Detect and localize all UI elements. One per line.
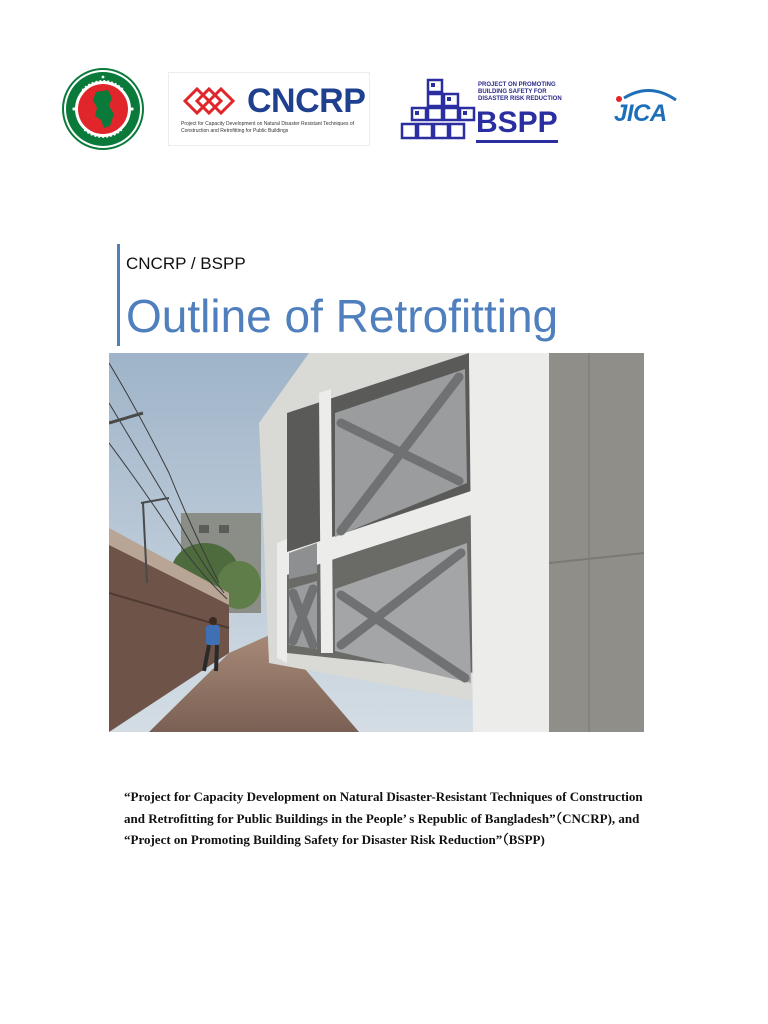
logo-row: [0, 0, 768, 160]
retrofitted-building-photo-icon: [109, 353, 644, 732]
cncrp-logo-name: CNCRP: [247, 82, 366, 120]
cncrp-logo: [168, 72, 370, 146]
bspp-logo-name: BSPP: [476, 106, 558, 143]
title-accent-bar: [117, 244, 120, 346]
cncrp-logo-tagline: Project for Capacity Development on Natural Disaster Resistant Techniques of Construction and Retrofitting for Public Buildings: [181, 121, 355, 134]
bangladesh-seal-logo: [62, 68, 144, 150]
bspp-logo-tagline: PROJECT ON PROMOTING BUILDING SAFETY FOR DISASTER RISK REDUCTION: [478, 82, 562, 102]
bangladesh-seal-icon: [62, 68, 144, 150]
jica-logo: [610, 84, 682, 134]
jica-logo-name: JICA: [614, 100, 667, 127]
project-description: [124, 786, 644, 851]
cover-photo: [109, 353, 644, 732]
project-description-cncrp: “Project for Capacity Development on Natural Disaster-Resistant Techniques of Construction and Retrofitting for Public Buildings in the People’ s Republic of Bangladesh”（CNCRP), and: [124, 789, 643, 826]
bspp-logo: [400, 78, 566, 142]
document-subtitle: CNCRP / BSPP: [126, 254, 246, 273]
bspp-building-blocks-icon: [400, 78, 478, 142]
project-description-bspp: “Project on Promoting Building Safety for Disaster Risk Reduction”（BSPP): [124, 832, 545, 847]
document-title: Outline of Retrofitting: [126, 290, 559, 342]
cncrp-chevron-icon: [181, 85, 241, 117]
